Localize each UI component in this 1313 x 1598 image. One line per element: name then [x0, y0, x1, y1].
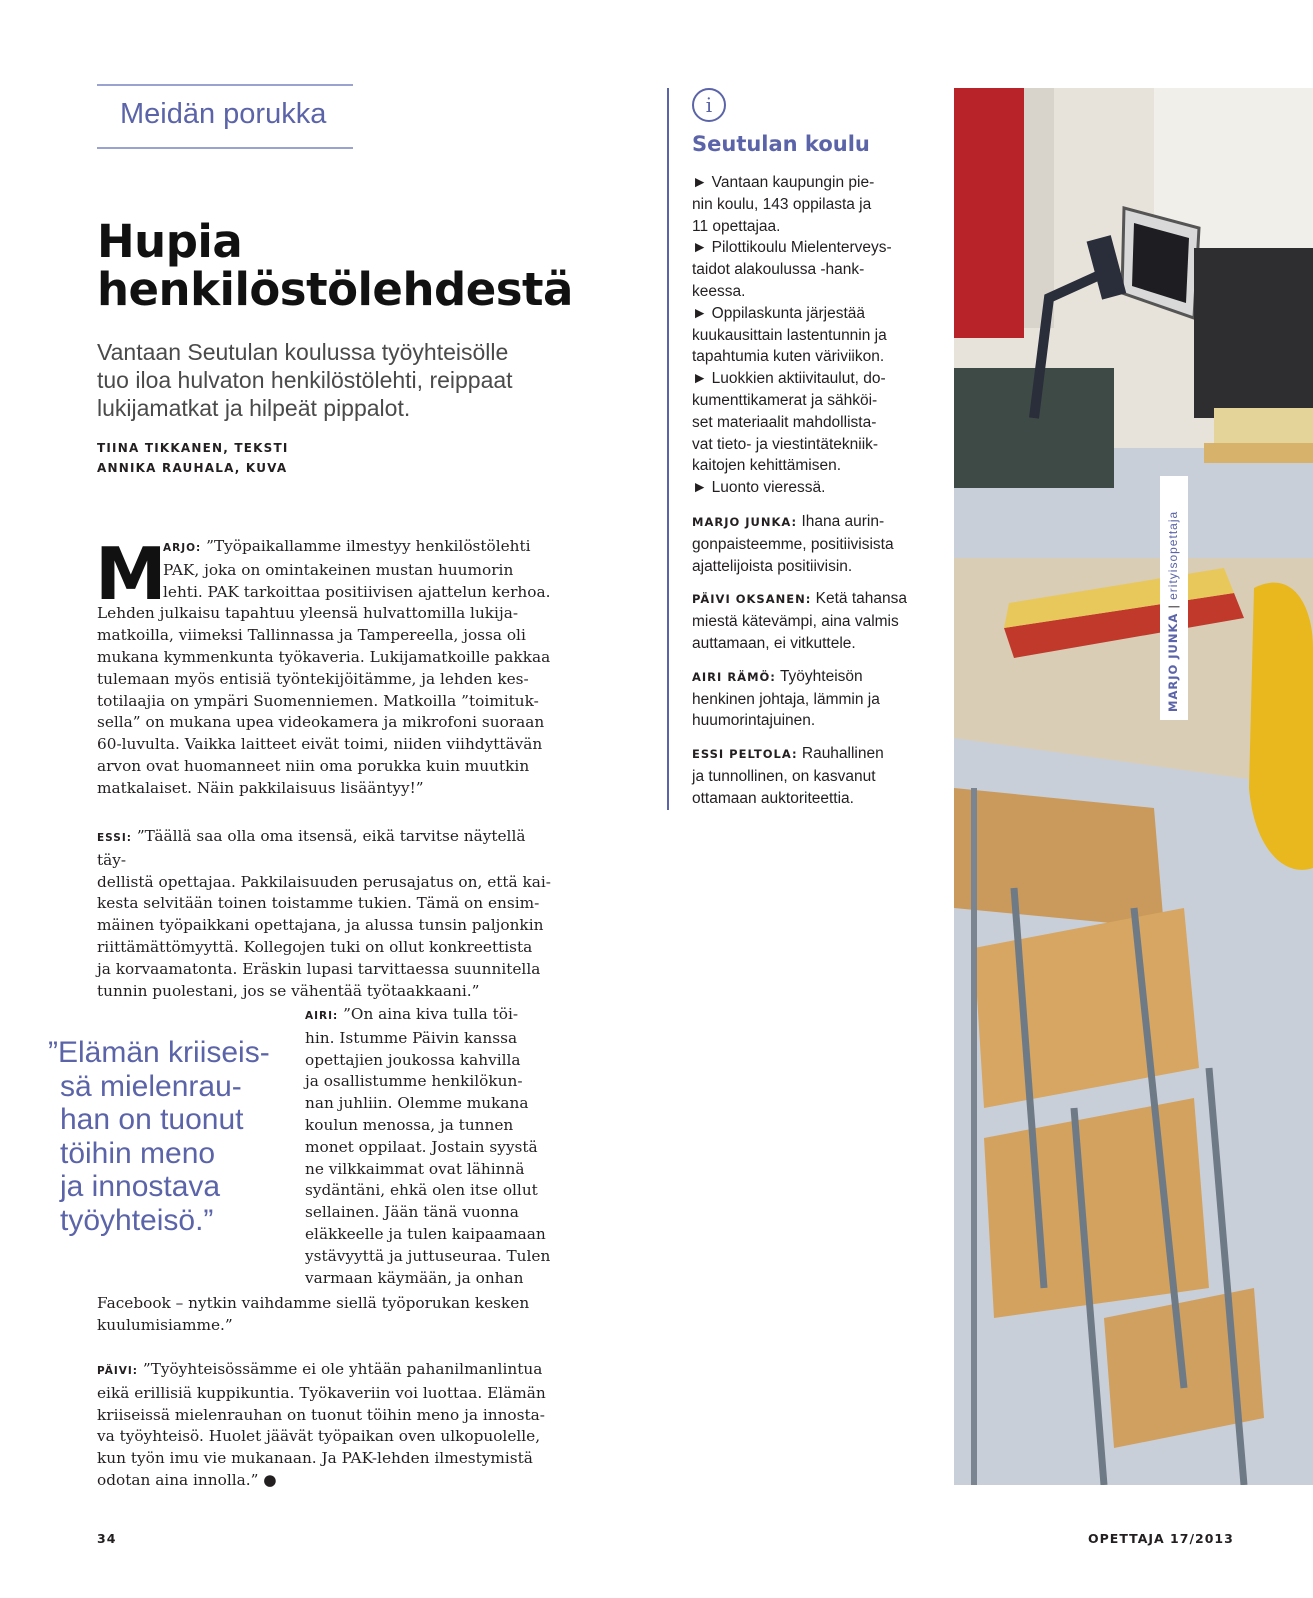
magazine-issue: OPETTAJA 17/2013: [1088, 1531, 1234, 1546]
body-line: ne vilkkaimmat ovat lähinnä: [305, 1159, 525, 1178]
speaker-label: ARJO:: [163, 542, 202, 554]
section-label: Meidän porukka: [120, 98, 327, 130]
speaker-label: AIRI:: [305, 1010, 339, 1022]
headline-line-2: henkilöstölehdestä: [97, 263, 573, 316]
paivi-paragraph: [97, 1359, 557, 1492]
section-rule-bottom: [97, 147, 353, 149]
body-line: riittämättömyyttä. Kollegojen tuki on ollut konkreettista: [97, 937, 533, 956]
pull-quote-line: sä mielenrau-: [60, 1069, 242, 1103]
info-fact: ► Pilottikoulu Mielenterveys- taidot alakoulussa -hank- keessa.: [692, 239, 892, 300]
pull-quote-line: ”Elämän kriiseis-: [48, 1036, 270, 1069]
body-line: kuulumisiamme.”: [97, 1315, 233, 1334]
body-line: ARJO: ”Työpaikallamme ilmestyy henkilöstölehti: [163, 537, 531, 555]
body-line: Facebook – nytkin vaihdamme siellä työporukan kesken: [97, 1294, 530, 1312]
body-line: ystävyyttä ja juttuseuraa. Tulen: [305, 1246, 551, 1265]
body-line: mäinen työpaikkani opettajana, ja alussa tunsin paljonkin: [97, 916, 544, 935]
person-name: MARJO JUNKA:: [692, 514, 798, 529]
body-line: matkoilla, viimeksi Tallinnassa ja Tampereella, jossa oli: [97, 626, 526, 645]
speaker-label: ESSI:: [97, 832, 132, 844]
body-line: sellainen. Jään tänä vuonna: [305, 1203, 519, 1222]
drop-cap: M: [95, 532, 167, 616]
lead-line: tuo iloa hulvaton henkilöstölehti, reippaat: [97, 367, 513, 393]
speaker-label: PÄIVI:: [97, 1365, 138, 1377]
body-line: kriiseissä mielenrauhan on tuonut töihin meno ja innosta-: [97, 1405, 545, 1424]
body-line: sella” on mukana upea videokamera ja mikrofoni suoraan: [97, 713, 545, 732]
body-line: opettajien joukossa kahvilla: [305, 1050, 521, 1069]
body-line: nan juhliin. Olemme mukana: [305, 1094, 529, 1113]
body-line: 60-luvulta. Vaikka laitteet eivät toimi, niiden viihdyttävän: [97, 735, 543, 754]
section-rule-top: [97, 84, 353, 86]
person-name: PÄIVI OKSANEN:: [692, 592, 812, 607]
lead-line: lukijamatkat ja hilpeät pippalot.: [97, 395, 411, 421]
person-entry: MARJO JUNKA: Ihana aurin- gonpaisteemme, positiivisista ajattelijoista positiivisin.: [692, 512, 894, 575]
airi-paragraph: [305, 1004, 565, 1289]
body-line: va työyhteisö. Huolet jäävät työpaikan oven ulkopuolelle,: [97, 1427, 541, 1446]
headline: [97, 215, 573, 316]
airi-paragraph-tail: [97, 1293, 557, 1337]
pull-quote-line: töihin meno: [60, 1136, 216, 1170]
pull-quote: [48, 1036, 270, 1237]
body-line: koulun menossa, ja tunnen: [305, 1115, 514, 1134]
body-line: ESSI: ”Täällä saa olla oma itsensä, eikä tarvitse näytellä täy-: [97, 827, 526, 869]
body-line: arvon ovat huomanneet niin oma porukka kuin muutkin: [97, 756, 530, 775]
info-title: Seutulan koulu: [692, 132, 870, 156]
body-line: monet oppilaat. Jostain syystä: [305, 1137, 538, 1156]
body-line: varmaan käymään, ja onhan: [305, 1268, 524, 1287]
body-line: ja korvaamatonta. Eräskin lupasi tarvittaessa suunnitella: [97, 959, 541, 978]
info-fact: ► Luonto vieressä.: [692, 479, 826, 497]
body-line: hin. Istumme Päivin kanssa: [305, 1028, 518, 1047]
body-line: odotan aina innolla.” ●: [97, 1470, 277, 1489]
info-facts: [692, 172, 932, 810]
pull-quote-line: han on tuonut: [60, 1103, 244, 1136]
byline: [97, 438, 289, 478]
body-line: totilaajia on ympäri Suomenniemen. Matkoilla ”toimituk-: [97, 691, 539, 710]
lead-line: Vantaan Seutulan koulussa työyhteisölle: [97, 339, 509, 365]
body-line: kun työn imu vie mukanaan. Ja PAK-lehden ilmestymistä: [97, 1449, 533, 1468]
headline-line-1: Hupia: [97, 215, 243, 268]
info-fact: ► Vantaan kaupungin pie- nin koulu, 143 oppilasta ja 11 opettajaa.: [692, 174, 875, 235]
page-number: 34: [97, 1531, 117, 1546]
byline-photo: ANNIKA RAUHALA, KUVA: [97, 461, 288, 475]
person-entry: ESSI PELTOLA: Rauhallinen ja tunnollinen, on kasvanut ottamaan auktoriteettia.: [692, 745, 884, 807]
photo-caption-separator: |: [1166, 604, 1180, 609]
photo-caption-role: erityisopettaja: [1166, 510, 1180, 600]
person-name: ESSI PELTOLA:: [692, 747, 798, 762]
info-fact: ► Oppilaskunta järjestää kuukausittain lastentunnin ja tapahtumia kuten väriviikon.: [692, 304, 887, 366]
body-line: AIRI: ”On aina kiva tulla töi-: [305, 1005, 519, 1023]
essi-paragraph: [97, 826, 557, 1002]
body-line: ja osallistumme henkilökun-: [305, 1072, 523, 1091]
body-line: eläkkeelle ja tulen kaipaamaan: [305, 1224, 546, 1243]
photo-caption: [1166, 511, 1180, 712]
classroom-photo-illustration: [954, 88, 1313, 1485]
body-line: matkalaiset. Näin pakkilaisuus lisääntyy!”: [97, 778, 424, 797]
classroom-photo: [954, 88, 1313, 1485]
person-entry: PÄIVI OKSANEN: Ketä tahansa miestä kätevämpi, aina valmis auttamaan, ei vitkuttele.: [692, 590, 907, 652]
body-line: sydäntäni, ehkä olen itse ollut: [305, 1181, 538, 1200]
body-line: kesta selvitään toinen toistamme tukien. Tämä on ensim-: [97, 894, 540, 913]
info-icon: i: [692, 88, 726, 122]
body-line: PÄIVI: ”Työyhteisössämme ei ole yhtään pahanilmanlintua: [97, 1360, 543, 1378]
pull-quote-line: työyhteisö.”: [60, 1203, 214, 1237]
body-line: lehti. PAK tarkoittaa positiivisen ajattelun kerhoa.: [163, 582, 551, 601]
photo-caption-name: MARJO JUNKA: [1166, 612, 1180, 712]
person-entry: AIRI RÄMÖ: Työyhteisön henkinen johtaja, lämmin ja huumorintajuinen.: [692, 667, 880, 730]
body-line: tulemaan myös entisiä työntekijöitämme, ja lehden kes-: [97, 669, 529, 688]
pull-quote-line: ja innostava: [60, 1170, 221, 1203]
byline-text: TIINA TIKKANEN, TEKSTI: [97, 441, 289, 455]
body-line: dellistä opettajaa. Pakkilaisuuden perusajatus on, että kai-: [97, 872, 551, 891]
marjo-paragraph: [95, 532, 557, 800]
person-name: AIRI RÄMÖ:: [692, 669, 776, 684]
body-line: eikä erillisiä kuppikuntia. Työkaveriin voi luottaa. Elämän: [97, 1383, 546, 1402]
info-box-rule: [667, 88, 669, 810]
body-line: PAK, joka on omintakeinen mustan huumorin: [163, 560, 514, 579]
body-line: Lehden julkaisu tapahtuu yleensä hulvattomilla lukija-: [97, 604, 518, 623]
body-line: tunnin puolestani, jos se vähentää työtaakkaani.”: [97, 981, 480, 1000]
info-fact: ► Luokkien aktiivitaulut, do- kumenttikamerat ja sähköi- set materiaalit mahdollista- vat tieto- ja viestintätekniik- kaitojen kehittämisen.: [692, 370, 886, 475]
lead-paragraph: [97, 338, 513, 422]
body-line: mukana kymmenkunta työkaveria. Lukijamatkoille pakkaa: [97, 647, 551, 666]
